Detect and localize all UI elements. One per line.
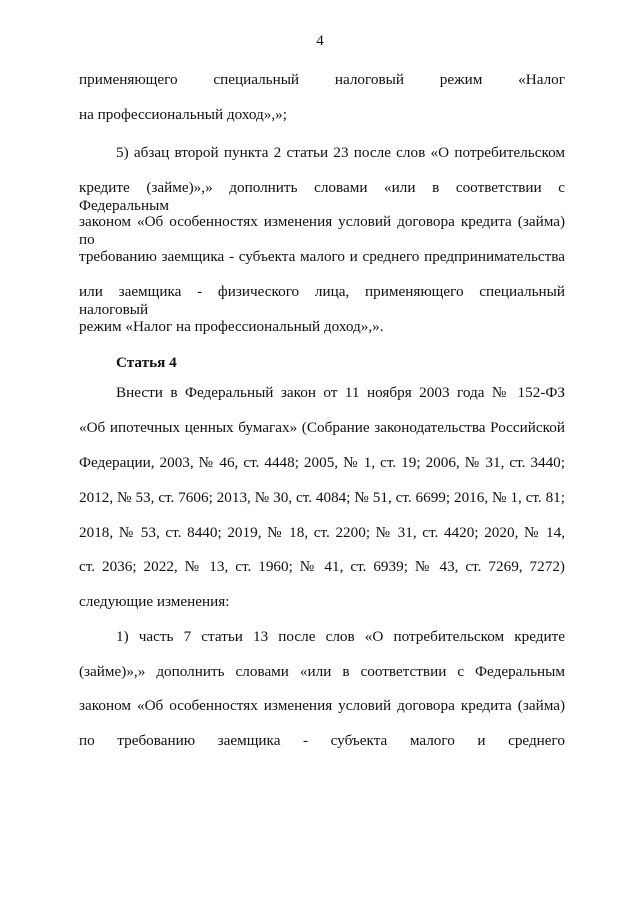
text-line: 2012, № 53, ст. 7606; 2013, № 30, ст. 4084; № 51, ст. 6699; 2016, № 1, ст. 81;	[79, 489, 565, 506]
text-line: ст. 2036; 2022, № 13, ст. 1960; № 41, ст. 6939; № 43, ст. 7269, 7272)	[79, 558, 565, 575]
text-line: требованию заемщика - субъекта малого и среднего предпринимательства	[79, 248, 565, 265]
text-line: (займе)»,» дополнить словами «или в соответствии с Федеральным	[79, 663, 565, 680]
text-line: 5) абзац второй пункта 2 статьи 23 после слов «О потребительском	[116, 144, 565, 161]
text-line: применяющего специальный налоговый режим «Налог	[79, 71, 565, 88]
text-line: кредите (займе)»,» дополнить словами «или в соответствии с Федеральным	[79, 179, 565, 214]
text-line: режим «Налог на профессиональный доход»,».	[79, 318, 384, 335]
text-line: или заемщика - физического лица, применяющего специальный налоговый	[79, 283, 565, 318]
text-line: 2018, № 53, ст. 8440; 2019, № 18, ст. 2200; № 31, ст. 4420; 2020, № 14,	[79, 524, 565, 541]
text-line: «Об ипотечных ценных бумагах» (Собрание законодательства Российской	[79, 419, 565, 436]
text-line: на профессиональный доход»,»;	[79, 106, 287, 123]
article-heading: Статья 4	[116, 354, 177, 371]
text-line: Федерации, 2003, № 46, ст. 4448; 2005, № 1, ст. 19; 2006, № 31, ст. 3440;	[79, 454, 565, 471]
text-line: Внести в Федеральный закон от 11 ноября 2003 года № 152-ФЗ	[116, 384, 565, 401]
text-line: законом «Об особенностях изменения условий договора кредита (займа)	[79, 697, 565, 714]
page-number: 4	[316, 33, 324, 49]
text-line: по требованию заемщика - субъекта малого и среднего	[79, 732, 565, 749]
text-line: 1) часть 7 статьи 13 после слов «О потребительском кредите	[116, 628, 565, 645]
text-line: следующие изменения:	[79, 593, 230, 610]
text-line: законом «Об особенностях изменения условий договора кредита (займа) по	[79, 213, 565, 248]
